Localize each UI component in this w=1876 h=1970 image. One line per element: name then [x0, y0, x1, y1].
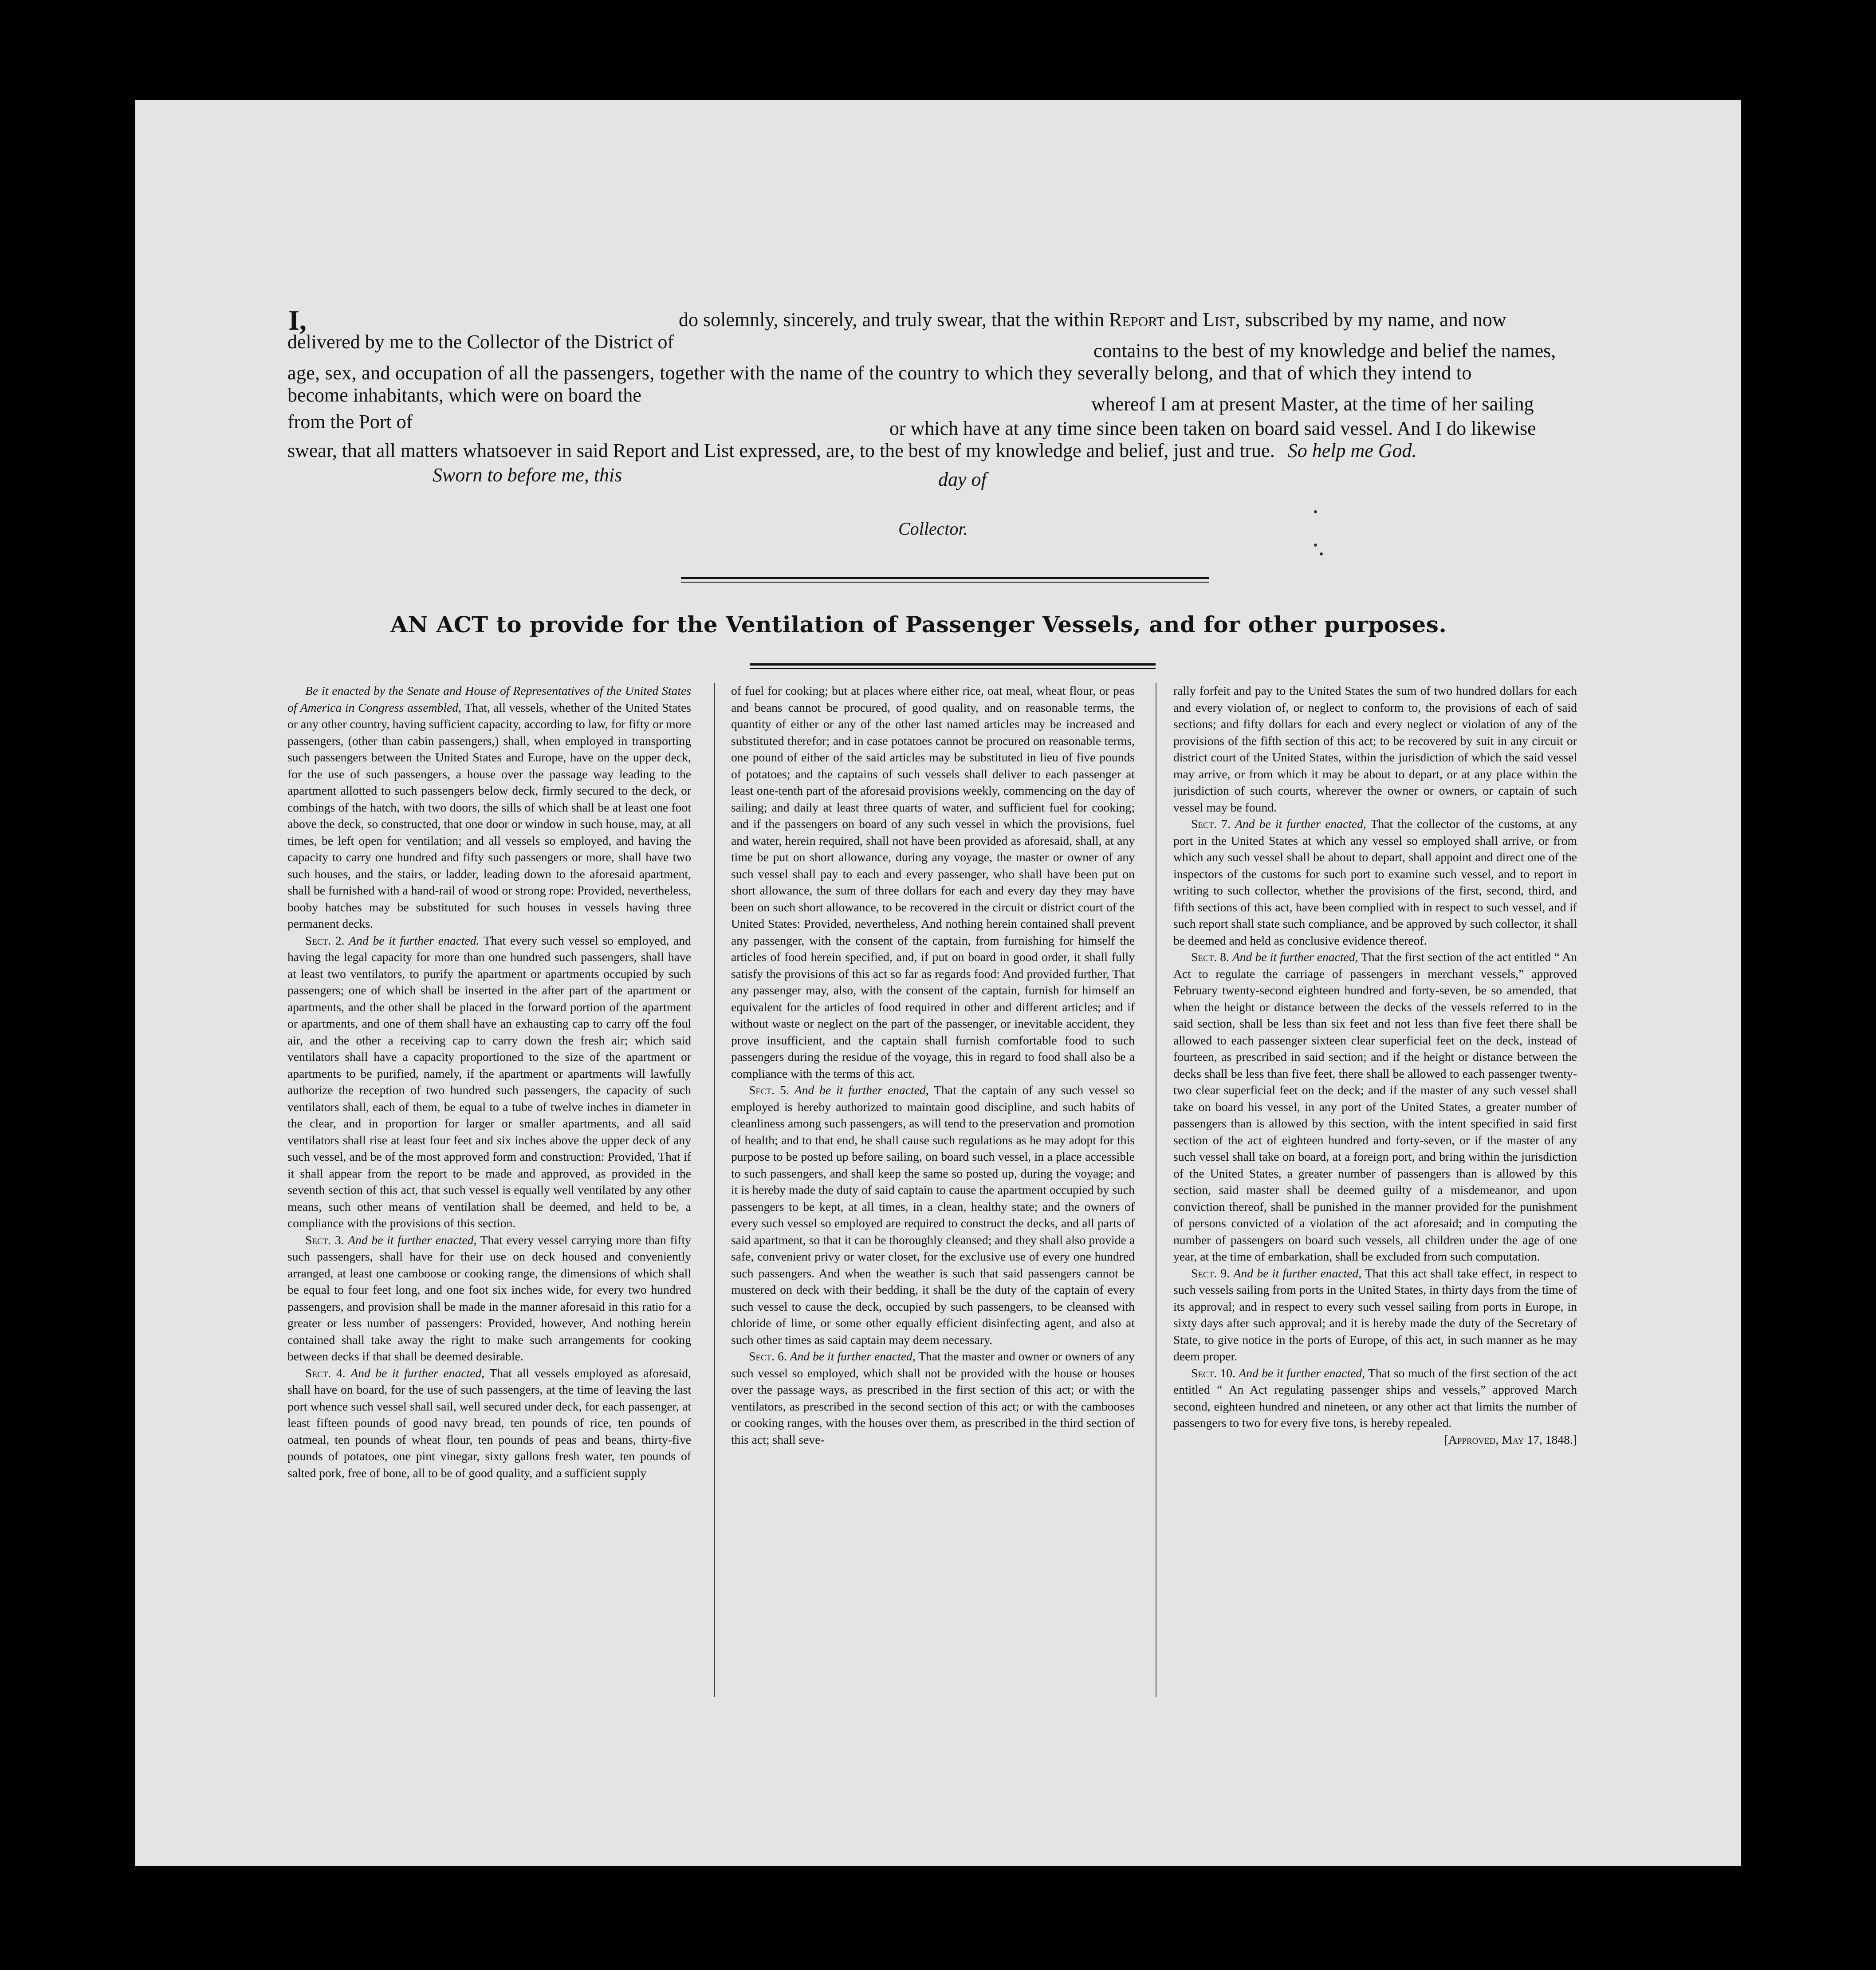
oath-line-4b: whereof I am at present Master, at the time of her sailing	[1091, 393, 1534, 415]
enacting-clause: And be it further enacted,	[1233, 1266, 1362, 1280]
act-paragraph	[1173, 682, 1577, 816]
paragraph-text: That this act shall take effect, in respect to such vessels sailing from ports in the United States, in thirty days from the time of its approval; and in respect to every such vessel sailing from ports in Europe, in sixty days after such approval; and it is hereby made the duty of the Secretary of State, to give notice in the ports of Europe, of this act, in such manner as he may deem proper.	[1173, 1266, 1577, 1363]
act-column-2	[731, 682, 1135, 1694]
enacting-clause: And be it further enacted,	[1235, 817, 1366, 831]
enacting-clause: And be it further enacted,	[790, 1349, 916, 1363]
act-column-1	[287, 682, 691, 1694]
act-paragraph	[287, 932, 691, 1232]
paragraph-text: That so much of the first section of the act entitled “ An Act regulating passenger ships and vessels,” approved March second, eighteen hundred and nineteen, or any other act that limits the number of passengers to two for every five tons, is hereby repealed.	[1173, 1366, 1577, 1430]
act-paragraph	[731, 1348, 1135, 1448]
oath-line-2b: contains to the best of my knowledge and belief the names,	[1093, 340, 1556, 362]
paragraph-text: That every vessel carrying more than fifty such passengers, shall have for their use on deck housed and conveniently arranged, at least one camboose or cooking range, the dimensions of which shall be equal to four feet long, and one foot six inches wide, for every two hundred passengers, and provision shall be made in the manner aforesaid in this ratio for a greater or less number of passengers: Provided, however, And nothing herein contained shall take away the right to make such arrangements for cooking between decks if that shall be deemed desirable.	[287, 1233, 691, 1363]
paragraph-text: That the captain of any such vessel so employed is hereby authorized to maintain good discipline, and such habits of cleanliness among such passengers, as will tend to the preservation and promotion of health; and to that end, he shall cause such regulations as he may adopt for this purpose to be posted up before sailing, on board such vessel, in a place accessible to such passengers, and shall keep the same so posted up, during the voyage; and it is hereby made the duty of said captain to cause the apartment occupied by such passengers to be kept, at all times, in a clean, healthy state; and the owners of every such vessel so employed are required to construct the decks, and all parts of said apartment, so that it can be thoroughly cleansed; and they shall also provide a safe, convenient privy or water closet, for the exclusive use of every one hundred such passengers. And when the weather is such that said passengers cannot be mustered on deck with their bedding, it shall be the duty of the captain of every such vessel to cause the deck, occupied by such passengers, to be cleansed with chloride of lime, or some other equally efficient disinfecting agent, and also at such other times as said captain may deem necessary.	[731, 1083, 1135, 1347]
oath-line-1-end: , subscribed by my name, and now	[1235, 309, 1506, 331]
oath-line-1	[679, 308, 1506, 331]
paragraph-text: That the collector of the customs, at any port in the United States at which any vessel so employed shall arrive, or from which any such vessel shall be about to depart, shall appoint and direct one of the inspectors of the customs for such port to examine such vessel, and to report in writing to such collector, whether the provisions of the first, second, third, and fifth sections of this act, have been complied with in respect to such vessel, and if such report shall state such compliance, and be approved by such collector, it shall be deemed and held as conclusive evidence thereof.	[1173, 817, 1577, 947]
act-paragraph	[1173, 1265, 1577, 1365]
oath-list-word: List	[1203, 309, 1235, 331]
section-number: Sect. 6.	[749, 1349, 787, 1363]
enacting-clause: And be it further enacted,	[1232, 950, 1358, 964]
paragraph-text: of fuel for cooking; but at places where either rice, oat meal, wheat flour, or peas and beans cannot be procured, of good quality, and on reasonable terms, the quantity of either or any of the other last named articles may be increased and substituted therefor; and in case potatoes cannot be procured on reasonable terms, one pound of either of the said articles may be substituted in lieu of five pounds of potatoes; and the captains of such vessels shall deliver to each passenger at least one-tenth part of the aforesaid provisions weekly, commencing on the day of sailing; and daily at least three quarts of water, and sufficient fuel for cooking; and if the passengers on board of any such vessel in which the provisions, fuel and water, herein required, shall not have been provided as aforesaid, shall, at any time be put on short allowance, during any voyage, the master or owner of any such vessel shall pay to each and every passenger, who shall have been put on short allowance, the sum of three dollars for each and every day they may have been on such short allowance, to be recovered in the circuit or district court of the United States: Provided, nevertheless, And nothing herein contained shall prevent any passenger, with the consent of the captain, from furnishing for himself the articles of food herein specified, and, if put on board in good order, it shall fully satisfy the provisions of this act so far as regards food: And provided further, That any passenger may, also, with the consent of the captain, furnish for himself an equivalent for the articles of food required in other and different articles; and if without waste or neglect on the part of the passenger, or inevitable accident, they prove insufficient, and the captain shall furnish comfortable food to such passengers during the residue of the voyage, this in regard to food shall also be a compliance with the terms of this act.	[731, 684, 1135, 1080]
title-bottom-rule	[750, 663, 1156, 666]
oath-line-4a: become inhabitants, which were on board the	[287, 384, 641, 406]
paragraph-text: That all vessels employed as aforesaid, shall have on board, for the use of such passengers, at the time of leaving the last port whence such vessel shall sail, well secured under deck, for each passenger, at least fifteen pounds of good navy bread, ten pounds of rice, ten pounds of oatmeal, ten pounds of wheat flour, ten pounds of peas and beans, thirty-five pounds of potatoes, one pint vinegar, sixty gallons fresh water, ten pounds of salted pork, free of bone, all to be of good quality, and a sufficient supply	[287, 1366, 691, 1480]
oath-report-word: Report	[1109, 309, 1165, 331]
oath-line-1-text: do solemnly, sincerely, and truly swear, that the within	[679, 309, 1105, 331]
act-paragraph	[287, 1232, 691, 1365]
paragraph-text: That, all vessels, whether of the United States or any other country, having sufficient capacity, according to law, for fifty or more passengers, (other than cabin passengers,) shall, when employed in transporting such passengers between the United States and Europe, have on the upper deck, for the use of such passengers, a house over the passage way leading to the apartment allotted to such passengers below deck, firmly secured to the deck, or combings of the hatch, with two doors, the sills of which shall be at least one foot above the deck, so constructed, that one door or window in such house, may, at all times, be left open for ventilation; and all vessels so employed, and having the capacity to carry one hundred and fifty such passengers or more, shall have two such houses, and the stairs, or ladder, leading down to the aforesaid apartment, shall be furnished with a hand-rail of wood or strong rope: Provided, nevertheless, booby hatches may be substituted for such houses in vessels having three permanent decks.	[287, 700, 691, 930]
approved-date: [Approved, May 17, 1848.]	[1444, 1432, 1577, 1446]
section-number: Sect. 7.	[1191, 817, 1231, 831]
enacting-clause: And be it further enacted,	[794, 1083, 929, 1097]
oath-so-help: So help me God.	[1287, 440, 1417, 461]
act-title: AN ACT to provide for the Ventilation of Passenger Vessels, and for other purposes.	[390, 611, 1447, 638]
oath-line-5a: from the Port of	[287, 411, 413, 433]
title-top-rule	[681, 577, 1209, 579]
enacting-clause: And be it further enacted,	[1239, 1366, 1365, 1380]
section-number: Sect. 5.	[749, 1083, 789, 1097]
paragraph-text: That the master and owner or owners of any such vessel so employed, which shall not be provided with the house or houses over the passage ways, as prescribed in the first section of this act; or with the ventilators, as prescribed in the second section of this act; or with the cambooses or cooking ranges, with the houses over them, as prescribed in the third section of this act; shall seve-	[731, 1349, 1135, 1446]
paragraph-text: That every such vessel so employed, and having the legal capacity for more than one hundred such passengers, shall have at least two ventilators, to purify the apartment or apartments occupied by such passengers; one of which shall be inserted in the after part of the apartment or apartments, and the other shall be placed in the forward portion of the apartment or apartments, and one of them shall have an exhausting cap to carry off the foul air, and the other a receiving cap to carry down the fresh air; which said ventilators shall have a capacity proportioned to the size of the apartment or apartments to be purified, namely, if the apartment or apartments will lawfully authorize the reception of two hundred such passengers, the capacity of such ventilators shall, each of them, be equal to a tube of twelve inches in diameter in the clear, and in proportion for larger or smaller apartments, and all said ventilators shall rise at least four feet and six inches above the upper deck of any such vessel, and be of the most approved form and construction: Provided, That if it shall appear from the report to be made and approved, as provided in the seventh section of this act, that such vessel is equally well ventilated by any other means, such other means of ventilation shall be deemed, and held to be, a compliance with the provisions of this section.	[287, 933, 691, 1230]
enacting-clause: And be it further enacted,	[350, 1366, 485, 1380]
section-number: Sect. 3.	[305, 1233, 344, 1247]
section-number: Sect. 4.	[305, 1366, 346, 1380]
oath-line-6-text: swear, that all matters whatsoever in said Report and List expressed, are, to the best of my knowledge and belief, just and true.	[287, 440, 1275, 461]
act-paragraph	[1173, 816, 1577, 949]
oath-collector: Collector.	[898, 519, 968, 539]
oath-day-of: day of	[938, 469, 987, 490]
oath-line-6	[287, 439, 1417, 462]
act-paragraph	[287, 1365, 691, 1481]
act-column-3	[1173, 682, 1577, 1694]
enacting-clause: And be it further enacted.	[349, 933, 480, 947]
section-number: Sect. 9.	[1191, 1266, 1230, 1280]
speck	[1314, 510, 1317, 513]
section-number: Sect. 10.	[1191, 1366, 1236, 1380]
act-paragraph	[1173, 1365, 1577, 1431]
act-paragraph	[287, 682, 691, 932]
oath-sworn: Sworn to before me, this	[433, 464, 622, 486]
oath-line-2a: delivered by me to the Collector of the District of	[287, 331, 674, 353]
speck	[1314, 544, 1317, 547]
act-paragraph	[1173, 949, 1577, 1265]
paragraph-text: That the first section of the act entitled “ An Act to regulate the carriage of passengers in merchant vessels,” approved February twenty-second eighteen hundred and forty-seven, be so amended, that when the height or distance between the decks of the vessels referred to in the said section, shall be less than six feet and not less than five feet there shall be allowed to each passenger sixteen clear superficial feet on the deck, instead of fourteen, as prescribed in said section; and if the height or distance between the decks shall be less than five feet, there shall be allowed to each passenger twenty-two clear superficial feet on the deck; and if the master of any such vessel shall take on board his vessel, in any port of the United States, a greater number of passengers than is allowed by this section, with the intent specified in said first section of the act of eighteen hundred and forty-seven, or if the master of any such vessel shall take on board, at a foreign port, and bring within the jurisdiction of the United States, a greater number of passengers than is allowed by this section, said master shall be deemed guilty of a misdemeanor, and upon conviction thereof, shall be punished in the manner provided for the punishment of persons convicted of a violation of the act aforesaid; and in computing the number of passengers on board such vessels, all children under the age of one year, at the time of embarkation, shall be excluded from such computation.	[1173, 950, 1577, 1263]
column-divider-1	[714, 683, 715, 1697]
oath-i-mark: I,	[288, 304, 307, 336]
section-number: Sect. 8.	[1191, 950, 1229, 964]
act-paragraph	[731, 682, 1135, 1082]
title-top-rule-thin	[681, 582, 1209, 583]
speck	[1320, 552, 1323, 556]
oath-and-word: and	[1169, 309, 1198, 331]
enacting-clause: Be it enacted by the Senate and House of Representatives of the United States of America in Congress assembled,	[287, 684, 691, 714]
enacting-clause: And be it further enacted,	[348, 1233, 477, 1247]
title-bottom-rule-thin	[750, 668, 1156, 669]
act-paragraph	[731, 1082, 1135, 1348]
oath-line-3: age, sex, and occupation of all the passengers, together with the name of the country to which they severally belong, and that of which they intend to	[287, 362, 1472, 384]
section-number: Sect. 2.	[305, 933, 345, 947]
oath-line-5b: or which have at any time since been taken on board said vessel. And I do likewise	[889, 418, 1536, 439]
paragraph-text: rally forfeit and pay to the United States the sum of two hundred dollars for each and every violation of, or neglect to conform to, the provisions of each of said sections; and fifty dollars for each and every neglect or violation of any of the provisions of the fifth section of this act; to be recovered by suit in any circuit or district court of the United States, within the jurisdiction of which the said vessel may arrive, or from which it may be about to depart, or at any place within the jurisdiction of such courts, wherever the owner or owners, or captain of such vessel may be found.	[1173, 684, 1577, 814]
